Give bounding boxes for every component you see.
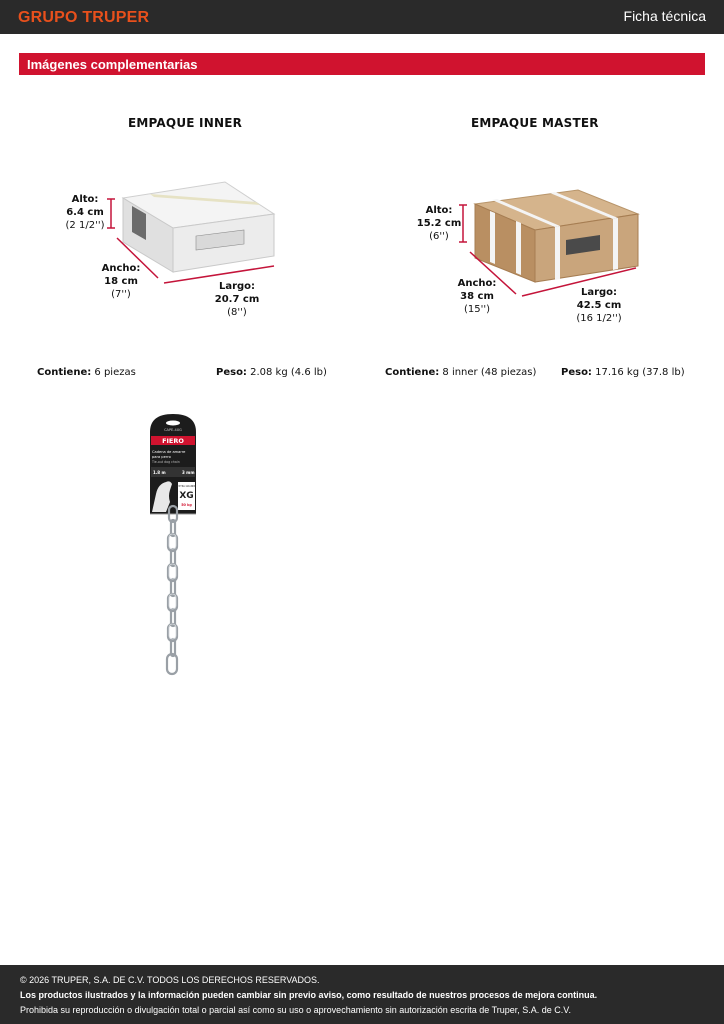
product-image	[140, 410, 210, 690]
header-bar	[0, 0, 724, 34]
product-brand: FIERO	[162, 437, 184, 445]
section-title: Imágenes complementarias	[27, 57, 198, 72]
brand-logo: GRUPO TRUPER	[18, 9, 150, 26]
product-size-code: XG	[179, 491, 194, 501]
master-package-title: EMPAQUE MASTER	[471, 116, 599, 130]
product-name-line1: Cadena de amarre	[152, 450, 186, 454]
inner-package-title: EMPAQUE INNER	[128, 116, 243, 130]
inner-length-label: Largo: 20.7 cm (8'')	[214, 281, 260, 318]
master-length-label: Largo: 42.5 cm (16 1/2'')	[576, 287, 622, 324]
footer-copyright: © 2026 TRUPER, S.A. DE C.V. TODOS LOS DERECHOS RESERVADOS.	[20, 975, 320, 985]
inner-width-label: Ancho: 18 cm (7'')	[101, 263, 141, 300]
footer-notice: Los productos ilustrados y la información pueden cambiar sin previo aviso, como resultado de nuestros procesos de mejora continua.	[20, 990, 598, 1000]
inner-height-label: Alto: 6.4 cm (2 1/2'')	[65, 194, 105, 231]
product-size-label: EXTRA GRANDE	[177, 485, 196, 488]
product-name-line2: para perro	[152, 455, 171, 459]
inner-weight: Peso: 2.08 kg (4.6 lb)	[216, 367, 327, 378]
page-title: Ficha técnica	[623, 8, 706, 24]
footer-prohibition: Prohibida su reproducción o divulgación total o parcial así como su uso o aprovechamiento sin autorización escrita de Truper, S.A. de C.V.	[20, 1005, 571, 1015]
product-name-line3: Tie-out dog chain	[152, 460, 180, 464]
product-capacity: 50 kg	[181, 503, 192, 507]
product-length: 1.8 m	[153, 470, 166, 475]
product-thickness: 3 mm	[182, 470, 195, 475]
product-code: CAPE-4XG	[164, 428, 182, 432]
master-width-label: Ancho: 38 cm (15'')	[457, 278, 497, 315]
footer	[0, 965, 724, 1024]
inner-contents: Contiene: 6 piezas	[37, 367, 136, 378]
master-contents: Contiene: 8 inner (48 piezas)	[385, 367, 537, 378]
master-weight: Peso: 17.16 kg (37.8 lb)	[561, 367, 685, 378]
section-header	[19, 53, 705, 75]
master-height-label: Alto: 15.2 cm (6'')	[416, 205, 462, 242]
